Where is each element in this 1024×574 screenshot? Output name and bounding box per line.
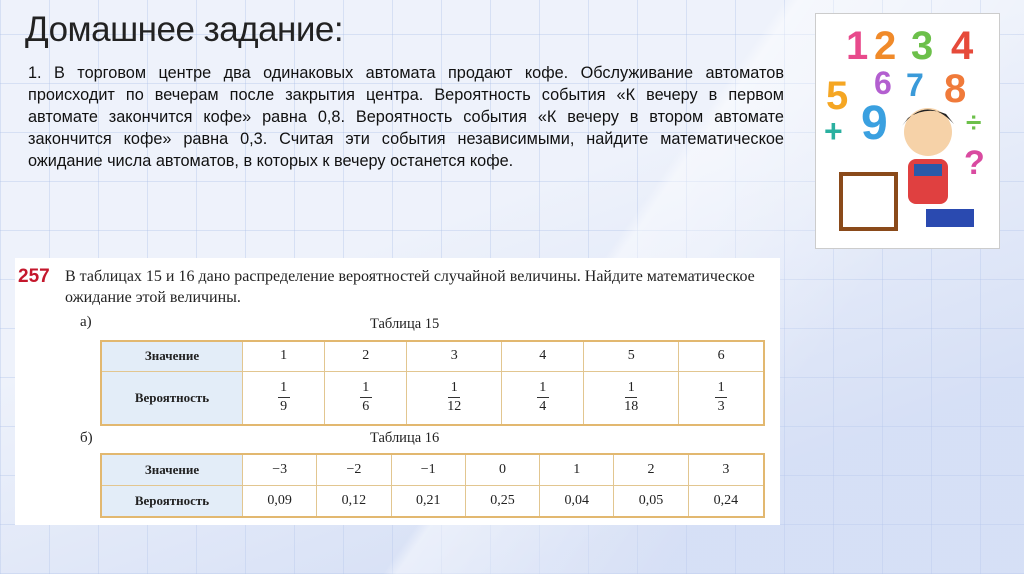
probability-cell: [407, 371, 502, 425]
value-cell: 1: [540, 454, 614, 486]
probability-cell: 0,25: [465, 486, 539, 518]
row-header-value: Значение: [101, 454, 243, 486]
value-cell: −1: [391, 454, 465, 486]
svg-text:+: +: [824, 113, 843, 149]
part-a-label: а): [80, 314, 92, 330]
probability-cell: 0,21: [391, 486, 465, 518]
value-cell: 3: [407, 341, 502, 371]
denominator: 12: [447, 399, 462, 415]
probability-cell: [679, 371, 764, 425]
table-15: [100, 340, 765, 426]
value-cell: 3: [688, 454, 764, 486]
numerator: 1: [362, 380, 370, 396]
value-cell: 5: [584, 341, 679, 371]
fraction-bar: [715, 397, 727, 398]
probability-cell: 0,09: [243, 486, 317, 518]
numerator: 1: [539, 380, 547, 396]
value-cell: 0: [465, 454, 539, 486]
svg-text:3: 3: [911, 24, 934, 68]
row-header-probability: Вероятность: [101, 486, 243, 518]
denominator: 4: [539, 399, 547, 415]
value-cell: −2: [317, 454, 391, 486]
probability-cell: [243, 371, 325, 425]
fraction: [715, 380, 727, 415]
exercise-text: В таблицах 15 и 16 дано распределение вероятностей случайной величины. Найдите математическое ожидание этой величины.: [65, 268, 755, 306]
svg-text:?: ?: [964, 144, 985, 182]
fraction-bar: [448, 397, 460, 398]
probability-cell: 0,24: [688, 486, 764, 518]
fraction: [360, 380, 372, 415]
probability-cell: 0,05: [614, 486, 688, 518]
fraction-bar: [537, 397, 549, 398]
denominator: 3: [717, 399, 725, 415]
svg-text:5: 5: [826, 74, 849, 118]
svg-text:6: 6: [874, 65, 892, 101]
task-text: В торговом центре два одинаковых автомата продают кофе. Обслуживание автоматов происходит по вечерам после закрытия центра. Вероятность события «К вечеру в первом автомате закончится кофе» равна 0,8. Вероятность события «К вечеру в втором автомате закончится кофе» равна 0,3. Считая эти события независимыми, найдите математическое ожидание числа автоматов, в которых к вечеру останется кофе.: [28, 64, 784, 170]
value-cell: 2: [325, 341, 407, 371]
value-cell: −3: [243, 454, 317, 486]
svg-text:7: 7: [906, 67, 924, 103]
value-cell: 4: [502, 341, 584, 371]
row-header-value: Значение: [101, 341, 243, 371]
numerator: 1: [627, 380, 635, 396]
fraction: [278, 380, 290, 415]
table-16: [100, 453, 765, 518]
probability-cell: [325, 371, 407, 425]
probability-cell: 0,04: [540, 486, 614, 518]
denominator: 6: [362, 399, 370, 415]
svg-text:÷: ÷: [966, 107, 982, 138]
numerator: 1: [450, 380, 458, 396]
numerator: 1: [280, 380, 288, 396]
value-cell: 6: [679, 341, 764, 371]
denominator: 18: [624, 399, 639, 415]
slide-title: Домашнее задание:: [25, 10, 344, 49]
task-number: 1.: [28, 64, 42, 82]
svg-text:4: 4: [951, 24, 974, 68]
value-cell: 2: [614, 454, 688, 486]
svg-text:9: 9: [861, 97, 888, 150]
part-b-label: б): [80, 430, 93, 446]
exercise-number: 257: [18, 266, 50, 287]
denominator: 9: [280, 399, 288, 415]
table-16-caption: Таблица 16: [370, 430, 440, 446]
svg-text:8: 8: [944, 67, 967, 111]
row-header-probability: Вероятность: [101, 371, 243, 425]
fraction: [447, 380, 461, 415]
probability-cell: 0,12: [317, 486, 391, 518]
probability-cell: [502, 371, 584, 425]
homework-task: [28, 62, 784, 172]
svg-text:1: 1: [846, 24, 869, 68]
fraction-bar: [625, 397, 637, 398]
svg-text:2: 2: [874, 24, 897, 68]
fraction: [537, 380, 549, 415]
textbook-excerpt: [15, 258, 780, 525]
fraction-bar: [360, 397, 372, 398]
numerator: 1: [717, 380, 725, 396]
fraction-bar: [278, 397, 290, 398]
fraction: [624, 380, 638, 415]
table-15-caption: Таблица 15: [370, 316, 440, 332]
kid-with-numbers-illustration: [815, 13, 1000, 249]
value-cell: 1: [243, 341, 325, 371]
probability-cell: [584, 371, 679, 425]
